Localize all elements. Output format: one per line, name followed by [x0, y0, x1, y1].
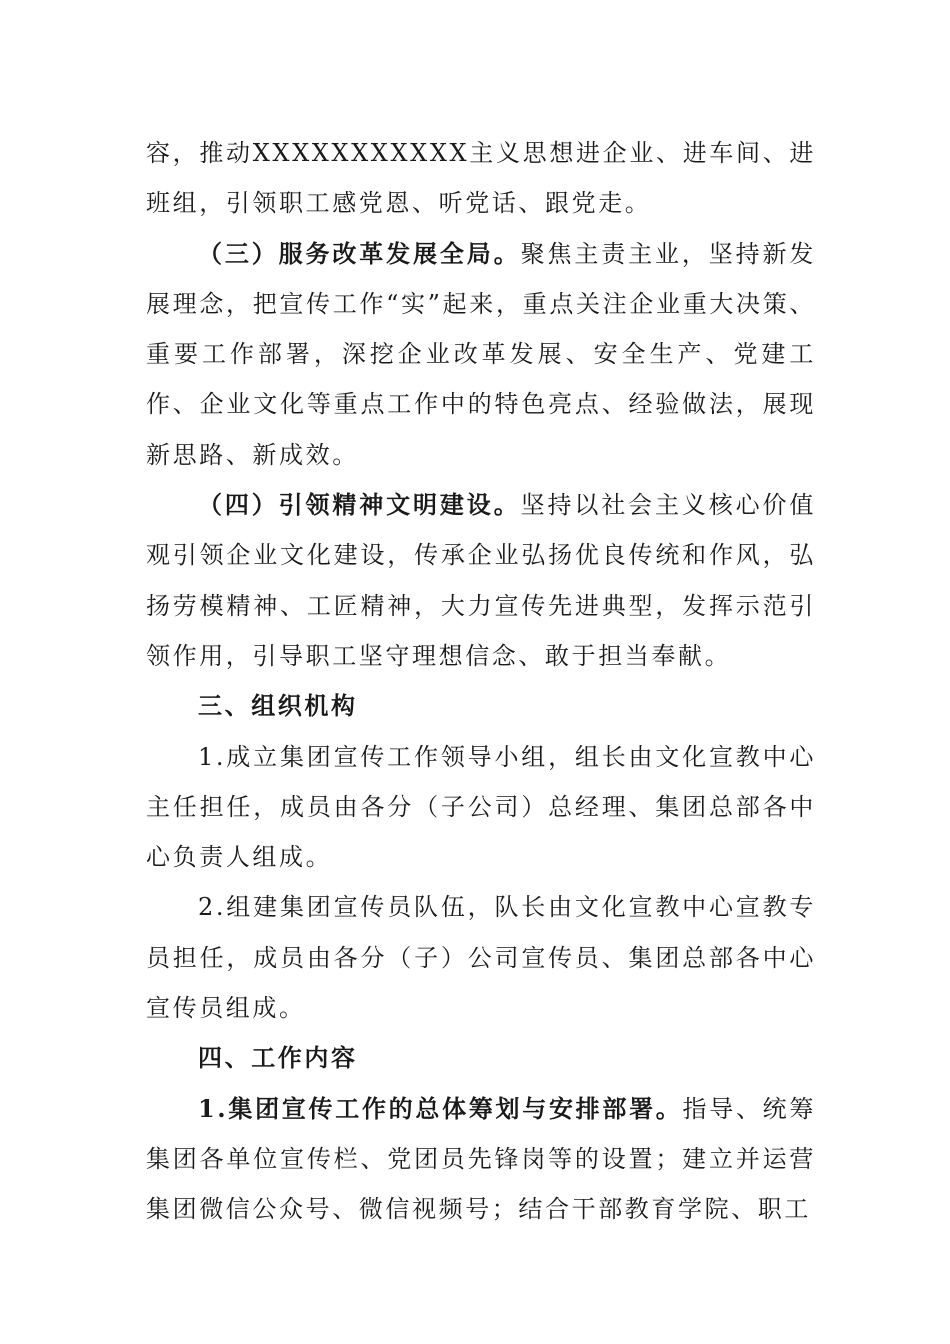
paragraph-spiritual-civilization [146, 480, 816, 681]
document-page [146, 128, 816, 1235]
section-heading-organization: 三、组织机构 [198, 692, 358, 721]
paragraph-overall-planning [146, 1084, 816, 1235]
section-heading-work-content: 四、工作内容 [198, 1044, 358, 1073]
paragraph-lead-service-reform: （三）服务改革发展全局。 [198, 238, 521, 268]
paragraph-body-overall-planning: 指导、统筹集团各单位宣传栏、党团员先锋岗等的设置；建立并运营集团微信公众号、微信视频号；结合干部教育学院、职工 [146, 1094, 816, 1224]
paragraph-lead-spiritual-civilization: （四）引领精神文明建设。 [198, 490, 521, 520]
paragraph-continuation: 容，推动XXXXXXXXXXX主义思想进企业、进车间、进班组，引领职工感党恩、听党话、跟党走。 [146, 139, 816, 218]
paragraph-body-service-reform: 聚焦主责主业，坚持新发展理念，把宣传工作“实”起来，重点关注企业重大决策、重要工作部署，深挖企业改革发展、安全生产、党建工作、企业文化等重点工作中的特色亮点、经验做法，展现新思路、新成效。 [146, 239, 816, 469]
paragraph-service-reform [146, 229, 816, 480]
paragraph-leading-group: 1.成立集团宣传工作领导小组，组长由文化宣教中心主任担任，成员由各分（子公司）总经理、集团总部各中心负责人组成。 [146, 742, 816, 872]
paragraph-body-spiritual-civilization: 坚持以社会主义核心价值观引领企业文化建设，传承企业弘扬优良传统和作风，弘扬劳模精神、工匠精神，大力宣传先进典型，发挥示范引领作用，引导职工坚守理想信念、敢于担当奉献。 [146, 491, 816, 670]
paragraph-publicity-team: 2.组建集团宣传员队伍，队长由文化宣教中心宣教专员担任，成员由各分（子）公司宣传员、集团总部各中心宣传员组成。 [146, 893, 816, 1023]
paragraph-lead-overall-planning: 1.集团宣传工作的总体筹划与安排部署。 [198, 1093, 683, 1123]
